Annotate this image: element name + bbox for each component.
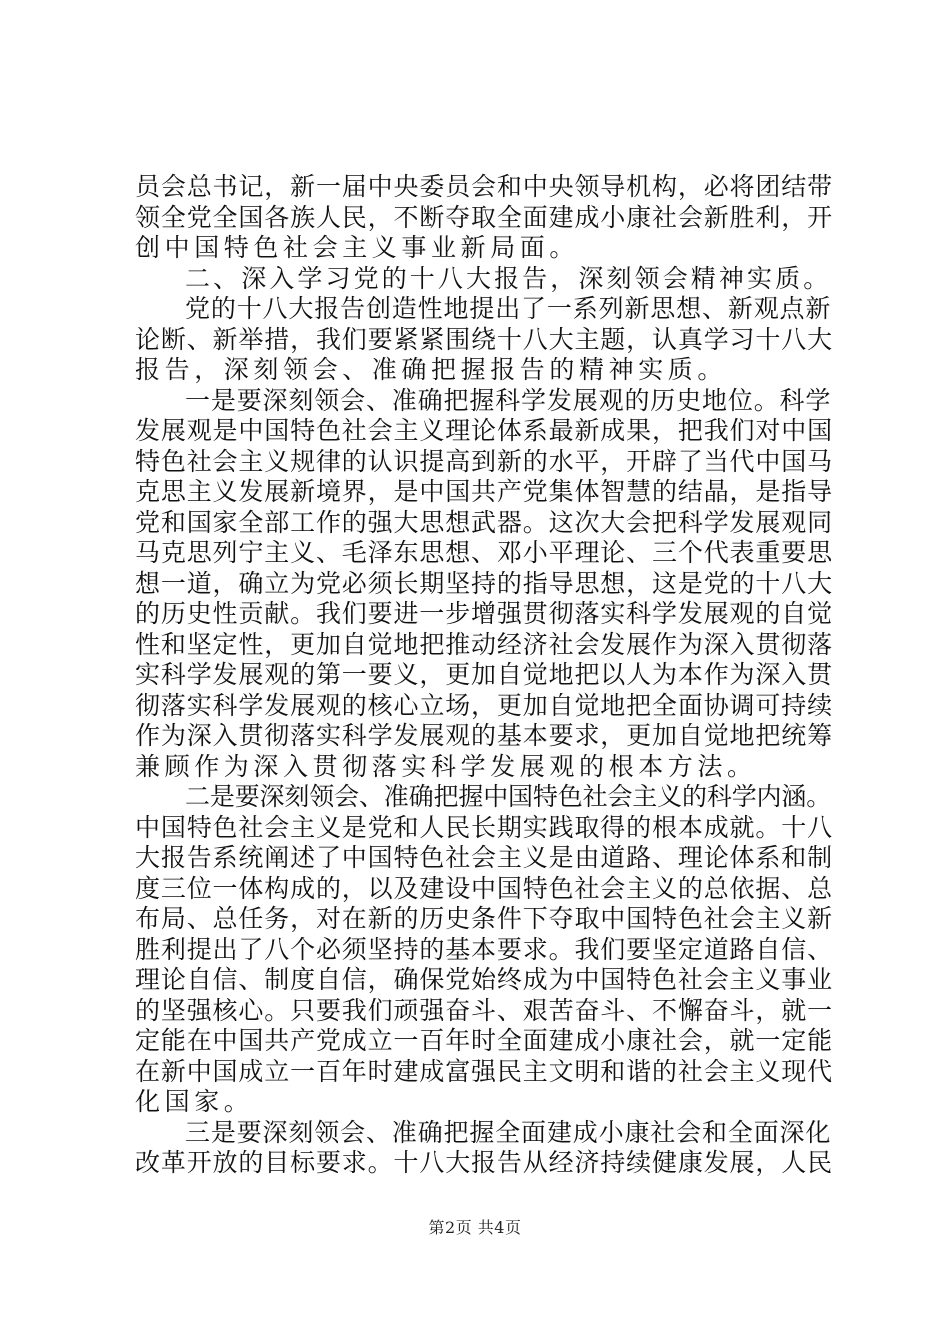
text-line: 的历史性贡献。我们要进一步增强贯彻落实科学发展观的自觉 <box>135 599 833 628</box>
text-line: 三是要深刻领会、准确把握全面建成小康社会和全面深化 <box>185 1117 832 1147</box>
text-line: 在新中国成立一百年时建成富强民主文明和谐的社会主义现代 <box>135 1056 833 1086</box>
text-line: 彻落实科学发展观的核心立场，更加自觉地把全面协调可持续 <box>135 690 833 720</box>
text-line: 马克思列宁主义、毛泽东思想、邓小平理论、三个代表重要思 <box>135 538 833 567</box>
text-line: 理论自信、制度自信，确保党始终成为中国特色社会主义事业 <box>135 965 833 994</box>
text-line: 中国特色社会主义是党和人民长期实践取得的根本成就。十八 <box>135 812 833 842</box>
page-footer: 第2页 共4页 <box>428 1218 522 1237</box>
text-line: 二、深入学习党的十八大报告，深刻领会精神实质。 <box>185 263 832 293</box>
text-line: 兼顾作为深入贯彻落实科学发展观的根本方法。 <box>135 751 757 781</box>
text-line: 作为深入贯彻落实科学发展观的基本要求，更加自觉地把统筹 <box>135 721 833 750</box>
text-line: 想一道，确立为党必须长期坚持的指导思想，这是党的十八大 <box>135 568 833 598</box>
text-line: 改革开放的目标要求。十八大报告从经济持续健康发展，人民 <box>135 1148 833 1177</box>
text-line: 胜利提出了八个必须坚持的基本要求。我们要坚定道路自信、 <box>135 934 833 964</box>
text-line: 克思主义发展新境界，是中国共产党集体智慧的结晶，是指导 <box>135 477 833 506</box>
document-body <box>135 172 835 1179</box>
text-line: 定能在中国共产党成立一百年时全面建成小康社会，就一定能 <box>135 1026 833 1055</box>
text-line: 二是要深刻领会、准确把握中国特色社会主义的科学内涵。 <box>185 782 832 811</box>
text-line: 员会总书记，新一届中央委员会和中央领导机构，必将团结带 <box>135 172 833 201</box>
text-line: 度三位一体构成的，以及建设中国特色社会主义的总依据、总 <box>135 873 833 903</box>
text-line: 性和坚定性，更加自觉地把推动经济社会发展作为深入贯彻落 <box>135 629 833 659</box>
text-line: 大报告系统阐述了中国特色社会主义是由道路、理论体系和制 <box>135 843 833 872</box>
text-line: 特色社会主义规律的认识提高到新的水平，开辟了当代中国马 <box>135 446 833 476</box>
text-line: 发展观是中国特色社会主义理论体系最新成果，把我们对中国 <box>135 416 833 445</box>
text-line: 布局、总任务，对在新的历史条件下夺取中国特色社会主义新 <box>135 904 833 933</box>
text-line: 创中国特色社会主义事业新局面。 <box>135 233 580 262</box>
text-line: 一是要深刻领会、准确把握科学发展观的历史地位。科学 <box>185 385 832 415</box>
text-line: 报告，深刻领会、准确把握报告的精神实质。 <box>135 355 728 384</box>
text-line: 论断、新举措，我们要紧紧围绕十八大主题，认真学习十八大 <box>135 324 833 354</box>
text-line: 党的十八大报告创造性地提出了一系列新思想、新观点新 <box>185 294 832 323</box>
text-line: 的坚强核心。只要我们顽强奋斗、艰苦奋斗、不懈奋斗，就一 <box>135 995 833 1025</box>
text-line: 党和国家全部工作的强大思想武器。这次大会把科学发展观同 <box>135 507 833 537</box>
text-line: 化国家。 <box>135 1087 254 1116</box>
text-line: 实科学发展观的第一要义，更加自觉地把以人为本作为深入贯 <box>135 660 833 689</box>
text-line: 领全党全国各族人民，不断夺取全面建成小康社会新胜利，开 <box>135 202 833 232</box>
